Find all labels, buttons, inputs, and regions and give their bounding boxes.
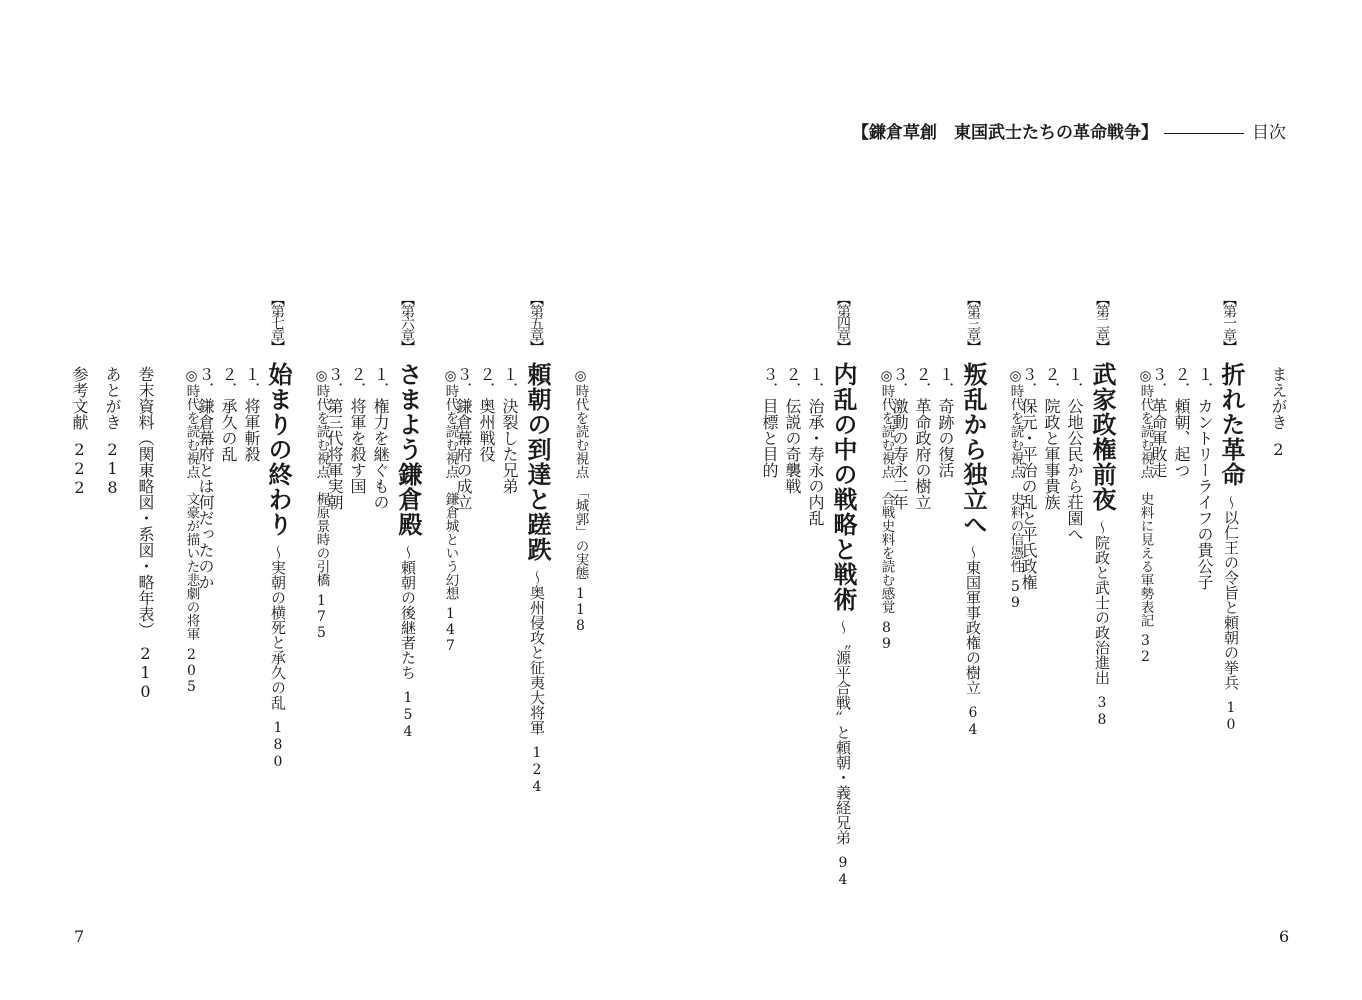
chapter-1-section-3[interactable]: ３．革命軍敗走 <box>1149 366 1168 478</box>
chapter-4-section-3[interactable]: ３．目標と目的 <box>760 366 779 478</box>
book-title: 【鎌倉草創 東国武士たちの革命戦争】 <box>852 123 1158 143</box>
chapter-2-viewpoint-text: ◎時代を読む視点 史料の信憑性 <box>1007 368 1024 573</box>
chapter-3-section-3[interactable]: ３．激動の寿永二年 <box>890 366 909 510</box>
chapter-3-section-1[interactable]: １．奇跡の復活 <box>936 366 955 478</box>
header-rule <box>1164 133 1244 134</box>
references-label: 参考文献 <box>70 366 89 430</box>
chapter-3-title: 叛乱から独立へ <box>959 362 988 537</box>
chapter-5-page: 124 <box>529 745 545 796</box>
chapter-6-mark: 【第六章】 <box>399 292 415 352</box>
chapter-4-viewpoint-text: ◎時代を読む視点 「城郭」の実態 <box>572 368 589 580</box>
afterword-label: あとがき <box>103 366 122 430</box>
preface-page: 2 <box>1269 440 1288 459</box>
backmatter-appendix[interactable] <box>137 366 153 701</box>
chapter-6-viewpoint[interactable] <box>314 368 329 641</box>
chapter-6-title: さまよう鎌倉殿 <box>394 362 423 537</box>
chapter-4-section-1[interactable]: １．治承・寿永の内乱 <box>806 366 825 526</box>
chapter-7-viewpoint-page: 205 <box>183 646 200 695</box>
chapter-7-section-2[interactable]: ２．承久の乱 <box>219 366 238 462</box>
chapter-7-page: 180 <box>270 720 286 771</box>
chapter-3-mark: 【第三章】 <box>965 292 981 352</box>
appendix-label: 巻末資料（関東略図・系図・略年表） <box>136 366 155 638</box>
chapter-7-viewpoint[interactable] <box>184 368 199 695</box>
chapter-2-viewpoint-page: 59 <box>1007 579 1024 611</box>
chapter-7-viewpoint-text: ◎時代を読む視点 文豪が描いた悲劇の将軍 <box>183 368 200 641</box>
chapter-5-section-3[interactable]: ３．鎌倉幕府の成立 <box>454 366 473 510</box>
references-page: 222 <box>70 440 89 497</box>
chapter-7-title: 始まりの終わり <box>264 362 293 537</box>
chapter-2-section-1[interactable]: １．公地公民から荘園へ <box>1065 366 1084 542</box>
toc-label: 目次 <box>1252 123 1286 143</box>
chapter-3-subtitle: 〜東国軍事政権の樹立 <box>964 545 982 695</box>
chapter-4-viewpoint-page: 118 <box>572 585 589 634</box>
chapter-2-title: 武家政権前夜 <box>1088 362 1117 512</box>
chapter-6-section-1[interactable]: １．権力を継ぐもの <box>371 366 390 510</box>
chapter-5-viewpoint[interactable] <box>443 368 458 654</box>
chapter-2-subtitle: 〜院政と武士の政治進出 <box>1093 520 1111 685</box>
chapter-1-page: 10 <box>1223 700 1239 734</box>
chapter-2-viewpoint[interactable] <box>1008 368 1023 611</box>
chapter-5-mark: 【第五章】 <box>528 292 544 352</box>
chapter-2-section-2[interactable]: ２．院政と軍事貴族 <box>1042 366 1061 510</box>
folio-left: 7 <box>74 927 85 946</box>
chapter-5-section-2[interactable]: ２．奥州戦役 <box>477 366 496 462</box>
appendix-page: 210 <box>136 644 155 701</box>
chapter-4-title-entry[interactable] <box>829 362 858 889</box>
chapter-3-viewpoint-text: ◎時代を読む視点 合戦史料を読む感覚 <box>878 368 895 614</box>
chapter-4-subtitle: 〜〝源平合戦〟と頼朝・義経兄弟 <box>834 620 852 845</box>
chapter-2-section-3[interactable]: ３．保元・平治の乱と平氏政権 <box>1019 366 1038 590</box>
chapter-3-viewpoint-page: 89 <box>878 619 895 652</box>
chapter-1-title: 折れた革命 <box>1217 362 1246 487</box>
chapter-1-title-entry[interactable] <box>1217 362 1246 734</box>
chapter-6-page: 154 <box>400 690 416 741</box>
chapter-7-section-3[interactable]: ３．鎌倉幕府とは何だったのか <box>196 366 215 590</box>
chapter-7-subtitle: 〜実朝の横死と承久の乱 <box>269 545 287 710</box>
chapter-6-viewpoint-page: 175 <box>313 592 330 641</box>
chapter-1-section-2[interactable]: ２．頼朝、起つ <box>1172 366 1191 478</box>
chapter-7-mark: 【第七章】 <box>269 292 285 352</box>
chapter-7-title-entry[interactable] <box>264 362 293 771</box>
backmatter-references[interactable] <box>71 366 87 497</box>
chapter-1-subtitle: 〜以仁王の令旨と頼朝の挙兵 <box>1222 495 1240 690</box>
chapter-6-section-2[interactable]: ２．将軍を殺す国 <box>348 366 367 494</box>
chapter-5-title-entry[interactable] <box>523 362 552 796</box>
chapter-6-viewpoint-text: ◎時代を読む視点 梶原景時の引橋 <box>313 368 330 587</box>
chapter-4-mark: 【第四章】 <box>835 292 851 352</box>
chapter-3-page: 64 <box>965 705 981 739</box>
chapter-4-viewpoint[interactable] <box>573 368 588 634</box>
chapter-2-mark: 【第二章】 <box>1094 292 1110 352</box>
chapter-1-mark: 【第一章】 <box>1221 292 1237 352</box>
chapter-1-viewpoint-page: 32 <box>1137 633 1154 665</box>
toc-header <box>852 118 1286 143</box>
chapter-6-subtitle: 〜頼朝の後継者たち <box>399 545 417 680</box>
chapter-7-section-1[interactable]: １．将軍斬殺 <box>242 366 261 462</box>
chapter-6-title-entry[interactable] <box>394 362 423 741</box>
backmatter-afterword[interactable] <box>104 366 120 497</box>
folio-right: 6 <box>1279 927 1290 946</box>
preface-entry[interactable] <box>1270 366 1286 459</box>
chapter-5-title: 頼朝の到達と蹉跌 <box>523 362 552 562</box>
afterword-page: 218 <box>103 440 122 497</box>
chapter-1-section-1[interactable]: １．カントリーライフの貴公子 <box>1195 366 1214 590</box>
chapter-3-title-entry[interactable] <box>959 362 988 739</box>
chapter-5-subtitle: 〜奥州侵攻と征夷大将軍 <box>528 570 546 735</box>
chapter-2-page: 38 <box>1094 695 1110 729</box>
chapter-4-page: 94 <box>835 855 851 889</box>
chapter-4-title: 内乱の中の戦略と戦術 <box>829 362 858 612</box>
chapter-1-viewpoint-text: ◎時代を読む視点 史料に見える軍勢表記 <box>1137 368 1154 627</box>
chapter-5-section-1[interactable]: １．決裂した兄弟 <box>500 366 519 494</box>
chapter-6-section-3[interactable]: ３．第三代将軍実朝 <box>325 366 344 510</box>
preface-label: まえがき <box>1269 366 1288 430</box>
chapter-5-viewpoint-page: 147 <box>442 606 459 654</box>
chapter-3-section-2[interactable]: ２．革命政府の樹立 <box>913 366 932 510</box>
chapter-4-section-2[interactable]: ２．伝説の奇襲戦 <box>783 366 802 494</box>
chapter-5-viewpoint-text: ◎時代を読む視点 鎌倉城という幻想 <box>442 368 459 600</box>
chapter-1-viewpoint[interactable] <box>1138 368 1153 665</box>
chapter-2-title-entry[interactable] <box>1088 362 1117 729</box>
chapter-3-viewpoint[interactable] <box>879 368 894 652</box>
